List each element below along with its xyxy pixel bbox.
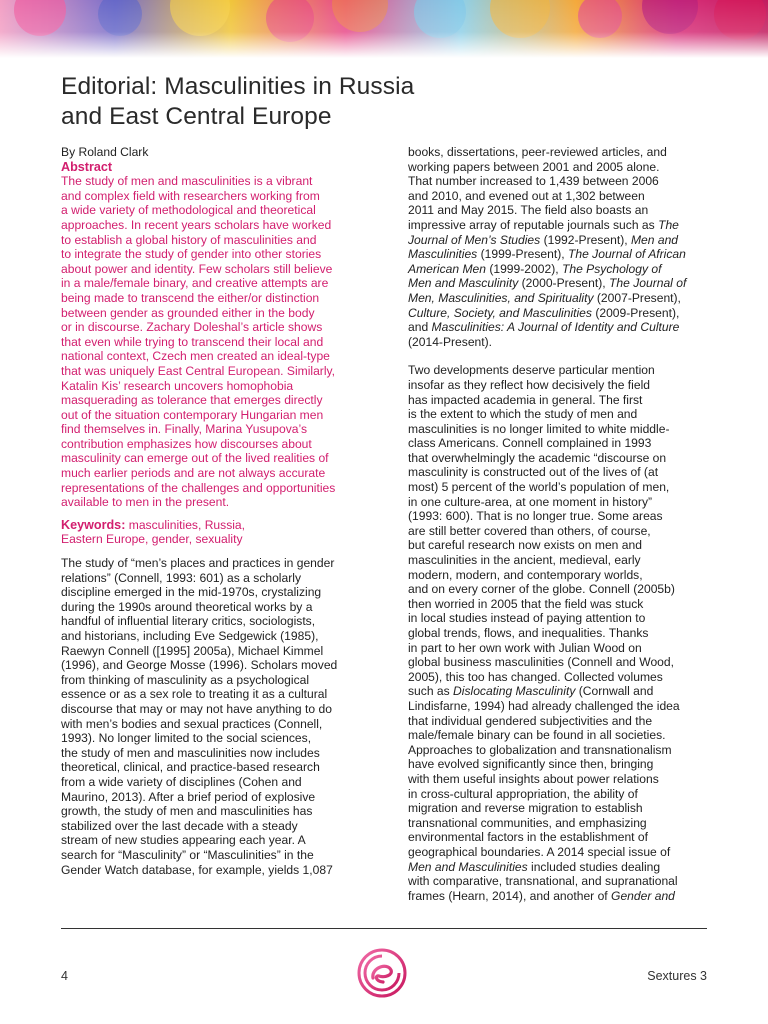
abstract-line: being made to transcend the either/or distinction	[61, 290, 320, 305]
abstract-line: out of the situation contemporary Hungarian men	[61, 407, 324, 422]
text-line: relations” (Connell, 1993: 601) as a scholarly	[61, 570, 301, 585]
abstract-line: available to men in the present.	[61, 495, 230, 510]
abstract-line: masquerading as tolerance that emerges directly	[61, 393, 323, 408]
keywords-line-2: Eastern Europe, gender, sexuality	[61, 532, 243, 547]
text-line: global trends, flows, and inequalities. Thanks	[408, 626, 649, 640]
abstract-line: find themselves in. Finally, Marina Yusupova’s	[61, 422, 308, 437]
text-line: discipline emerged in the mid-1970s, crystalizing	[61, 585, 322, 600]
keywords-label: Keywords:	[61, 517, 126, 532]
text-line: geographical boundaries. A 2014 special issue of	[408, 844, 671, 859]
text-line: (2000-Present),	[518, 276, 609, 291]
text-line: have evolved significantly since then, bringing	[408, 757, 654, 772]
text-line: Maurino, 2013). After a brief period of explosive	[61, 789, 316, 804]
text-line: stream of new studies appearing each year. A	[61, 833, 306, 848]
paragraph-2-part-b	[408, 699, 708, 860]
sextures-logo-icon	[357, 948, 407, 998]
abstract-line: between gender as grounded either in the body	[61, 305, 315, 320]
text-line: that overwhelmingly the academic “discourse on	[408, 450, 667, 465]
abstract-line: national context, Czech men created an ideal-type	[61, 349, 330, 364]
journal-title: The Journal of	[609, 276, 687, 291]
abstract-line: to integrate the study of gender into other stories	[61, 247, 322, 262]
journal-title: Men and Masculinities	[408, 859, 528, 874]
text-line: (1993: 600). That is no longer true. Some areas	[408, 509, 663, 524]
abstract-line: a wide variety of methodological and theoretical	[61, 203, 316, 218]
abstract-line: masculinity can emerge out of the lived realities of	[61, 451, 329, 466]
text-line: growth, the study of men and masculinities has	[61, 804, 313, 819]
text-line: is the extent to which the study of men and	[408, 407, 638, 422]
text-line: in one culture-area, at one moment in history”	[408, 494, 653, 509]
page-number: 4	[61, 969, 68, 983]
text-line: during the 1990s around theoretical works by a	[61, 599, 313, 614]
text-line: Approaches to globalization and transnationalism	[408, 742, 672, 757]
abstract-line: that was uniquely East Central European. Similarly,	[61, 363, 336, 378]
text-line: male/female binary can be found in all societies.	[408, 728, 666, 743]
text-line: Two developments deserve particular mention	[408, 363, 655, 378]
journal-title: The Psychology of	[561, 261, 662, 276]
text-line: and historians, including Eve Sedgewick (1985),	[61, 629, 319, 643]
text-line: (2007-Present),	[593, 290, 681, 305]
text-line: discourse that may or may not have anything to do	[61, 701, 332, 716]
text-line: and on every corner of the globe. Connell (2005b)	[408, 582, 675, 597]
text-line: from a wide variety of disciplines (Cohen and	[61, 774, 302, 789]
text-line: in local studies instead of paying attention to	[408, 611, 646, 626]
text-line: migration and reverse migration to establish	[408, 801, 643, 816]
text-line: such as	[408, 684, 454, 699]
byline: By Roland Clark	[61, 145, 149, 159]
abstract-line: representations of the challenges and opportunities	[61, 480, 336, 495]
abstract-line: approaches. In recent years scholars have worked	[61, 217, 332, 232]
text-line: then worried in 2005 that the field was stuck	[408, 596, 644, 611]
text-line: modern, modern, and contemporary worlds,	[408, 567, 643, 582]
text-line: Raewyn Connell ([1995] 2005a), Michael Kimmel	[61, 643, 324, 658]
abstract-line: Katalin Kis’ research uncovers homophobia	[61, 378, 294, 393]
text-line: (1999-Present),	[477, 247, 568, 262]
text-line: insofar as they reflect how decisively the field	[408, 377, 650, 392]
text-line: with them useful insights about power relations	[408, 771, 659, 786]
journal-title: Men, Masculinities, and Spirituality	[408, 290, 594, 305]
text-line: stabilized over the last decade with a steady	[61, 818, 298, 833]
text-line: (1992-Present),	[540, 232, 631, 247]
abstract-line: about power and identity. Few scholars still believe	[61, 261, 333, 276]
text-line: transnational communities, and emphasizing	[408, 815, 647, 830]
text-line: in part to her own work with Julian Wood on	[408, 640, 642, 655]
text-line: (1996), and George Mosse (1996). Scholars moved	[61, 658, 338, 673]
abstract-heading: Abstract	[61, 159, 113, 174]
book-title: Dislocating Masculinity	[453, 684, 576, 699]
text-line: global business masculinities (Connell and Wood,	[408, 655, 674, 670]
journal-title: Journal of Men’s Studies	[408, 232, 541, 247]
text-line: with comparative, transnational, and supranational	[408, 874, 678, 889]
abstract-line: that even while trying to transcend their local and	[61, 334, 324, 349]
text-line: (2009-Present),	[591, 305, 680, 320]
text-line: most) 5 percent of the world’s population of men,	[408, 480, 670, 495]
journal-title: The Journal of African	[567, 247, 686, 262]
text-line: 1993). No longer limited to the social sciences,	[61, 731, 312, 746]
journal-title: American Men	[408, 261, 486, 276]
text-line: essence or as a sex role to treating it as a cultural	[61, 687, 328, 702]
abstract-line: much earlier periods and are not always accurate	[61, 466, 326, 481]
text-line: has impacted academia in general. The first	[408, 392, 643, 407]
text-line: and 2010, and evened out at 1,302 between	[408, 188, 645, 203]
text-line: masculinities in the ancient, medieval, early	[408, 553, 641, 568]
text-line: the study of men and masculinities now includes	[61, 745, 320, 760]
text-line: included studies dealing	[527, 859, 661, 874]
journal-title: Masculinities: A Journal of Identity and Culture	[431, 320, 680, 335]
text-line: class Americans. Connell complained in 1993	[408, 436, 652, 451]
journal-title: Culture, Society, and Masculinities	[408, 305, 592, 320]
text-line: but careful research now exists on men and	[408, 538, 642, 553]
text-line: Gender Watch database, for example, yields 1,087	[61, 862, 333, 877]
text-line: masculinity is constructed out of the lives of (at	[408, 465, 659, 480]
text-line: from thinking of masculinity as a psychological	[61, 672, 310, 687]
abstract-body	[61, 174, 361, 510]
text-line: (2014-Present).	[408, 334, 493, 349]
text-line: environmental factors in the establishment of	[408, 830, 648, 845]
body-paragraph-2	[408, 363, 708, 903]
text-line: in cross-cultural appropriation, the ability of	[408, 786, 638, 801]
abstract-line: to establish a global history of masculinities and	[61, 232, 317, 247]
abstract-line: The study of men and masculinities is a vibrant	[61, 174, 313, 189]
text-line: theoretical, clinical, and practice-based research	[61, 760, 320, 775]
journal-title: Men and Masculinity	[408, 276, 519, 291]
text-line: (Cornwall and	[575, 684, 654, 699]
text-line: books, dissertations, peer-reviewed articles, and	[408, 145, 667, 159]
text-line: 2011 and May 2015. The field also boasts an	[408, 203, 649, 218]
text-line: The study of “men’s places and practices in gender	[61, 556, 335, 571]
article-title	[61, 72, 491, 132]
text-line: masculinities is no longer limited to white middle-	[408, 421, 670, 436]
title-line-2: and East Central Europe	[61, 103, 332, 130]
text-line: frames (Hearn, 2014), and another of	[408, 888, 612, 903]
text-line: Lindisfarne, 1994) had already challenged the idea	[408, 698, 680, 713]
text-line: working papers between 2001 and 2005 alone.	[408, 159, 660, 174]
footer-divider	[61, 928, 707, 929]
keywords	[61, 518, 361, 547]
text-line: 2005), this too has changed. Collected volumes	[408, 669, 663, 684]
text-line: That number increased to 1,439 between 2006	[408, 174, 659, 189]
text-line: impressive array of reputable journals such as	[408, 217, 659, 232]
journal-title: Masculinities	[408, 247, 478, 262]
left-column	[61, 145, 361, 877]
text-line: with men’s bodies and sexual practices (Connell,	[61, 716, 323, 731]
keywords-line-1: masculinities, Russia,	[125, 517, 246, 532]
text-line: handful of influential literary critics, sociologists,	[61, 614, 316, 629]
paragraph-2-part-a	[408, 363, 708, 684]
abstract-line: in a male/female binary, and creative attempts are	[61, 276, 329, 291]
abstract-line: and complex field with researchers working from	[61, 188, 320, 203]
paragraph-2-part-c	[408, 874, 708, 889]
text-line: search for “Masculinity” or “Masculinities” in the	[61, 847, 314, 862]
text-line: are still better covered than others, of course,	[408, 523, 651, 538]
abstract-line: contribution emphasizes how discourses about	[61, 436, 312, 451]
text-line: that individual gendered subjectivities and the	[408, 713, 653, 728]
decorative-banner	[0, 0, 768, 58]
title-line-1: Editorial: Masculinities in Russia	[61, 73, 415, 100]
body-paragraph-1-continued	[408, 145, 708, 349]
journal-title: Gender and	[611, 888, 675, 903]
abstract-line: or in discourse. Zachary Doleshal’s article shows	[61, 320, 323, 335]
text-line: and	[408, 320, 432, 335]
journal-title: The	[658, 217, 679, 232]
body-paragraph-1	[61, 556, 361, 877]
journal-name: Sextures 3	[647, 969, 707, 983]
journal-title: Men and	[630, 232, 679, 247]
right-column	[408, 145, 708, 903]
text-line: (1999-2002),	[485, 261, 562, 276]
